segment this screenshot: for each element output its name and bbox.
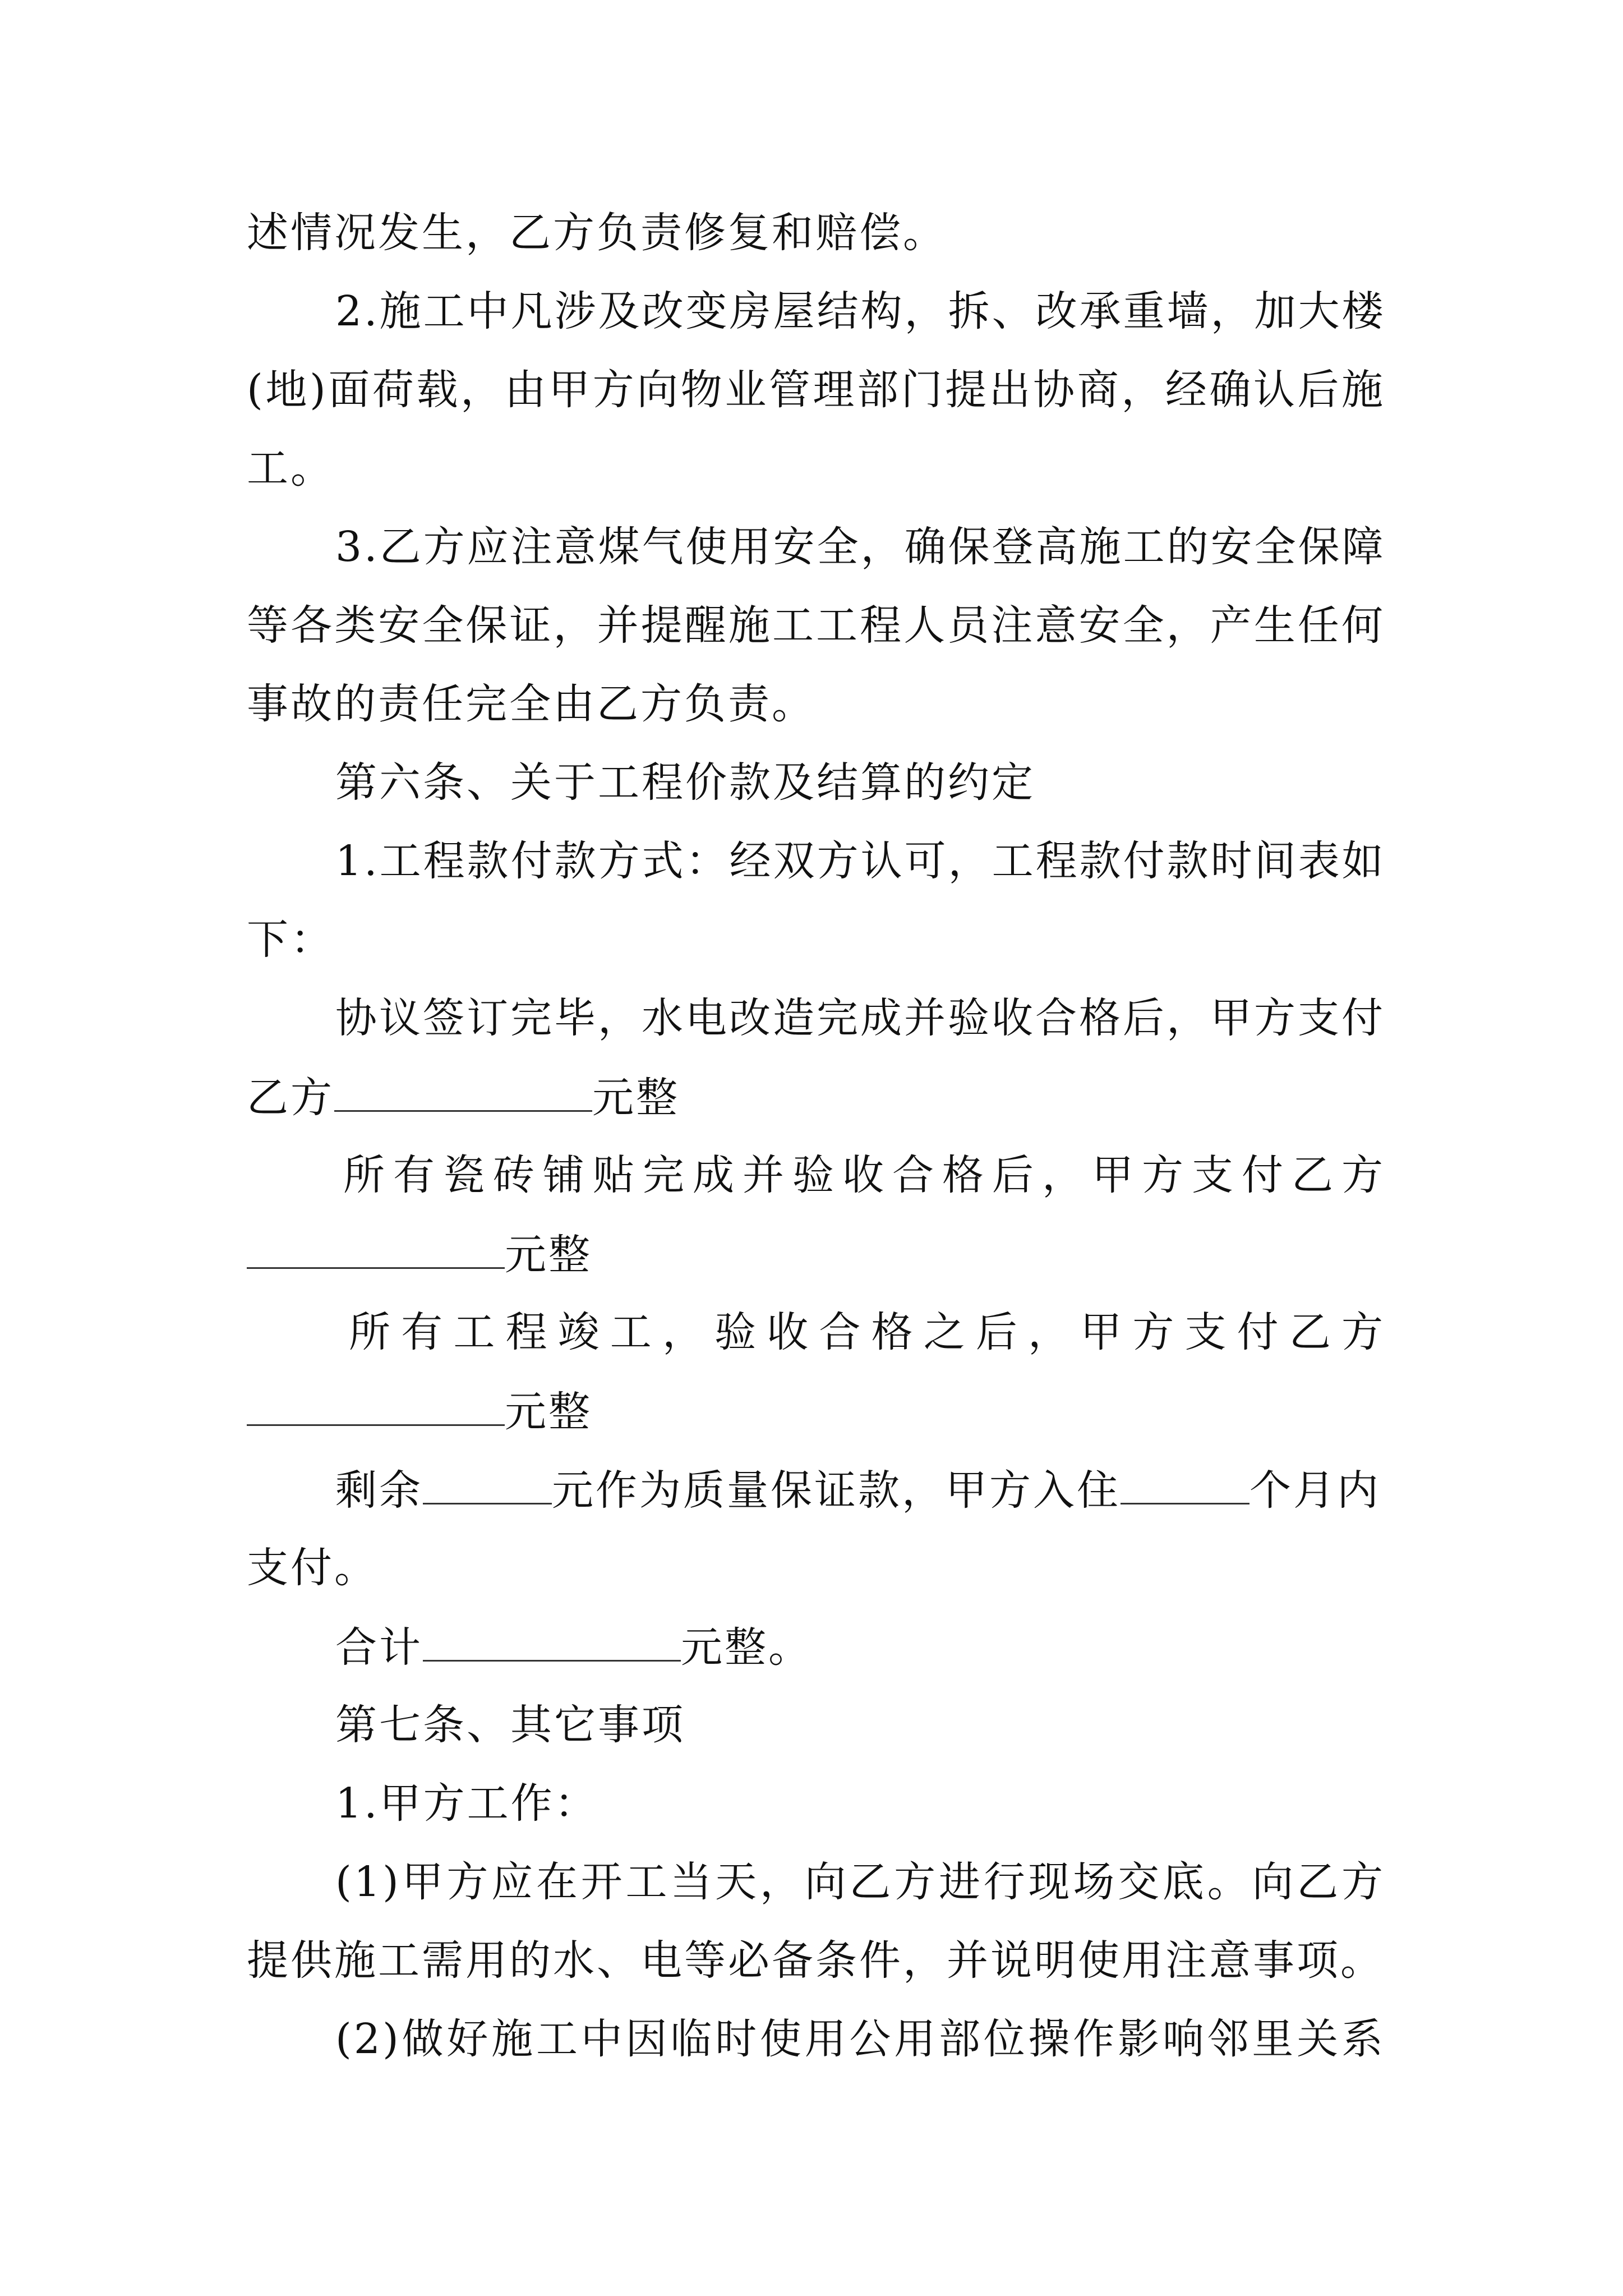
text-line: 所有工程竣工，验收合格之后，甲方支付乙方 xyxy=(349,1308,1385,1356)
text-line: (地)面荷载，由甲方向物业管理部门提出协商，经确认后施 xyxy=(247,366,1385,414)
text-line: 述情况发生，乙方负责修复和赔偿。 xyxy=(247,209,947,257)
line-suffix: 个月内 xyxy=(1249,1466,1381,1515)
line-suffix: 元整 xyxy=(505,1388,592,1436)
text-line: 提供施工需用的水、电等必备条件，并说明使用注意事项。 xyxy=(247,1936,1384,1985)
line-prefix: 剩余 xyxy=(335,1466,423,1515)
line-suffix: 元整 xyxy=(505,1231,592,1279)
text-line: 1.工程款付款方式：经双方认可，工程款付款时间表如 xyxy=(335,837,1386,885)
text-line: 等各类安全保证，并提醒施工工程人员注意安全，产生任何 xyxy=(247,601,1385,650)
amount-blank xyxy=(247,1383,505,1426)
amount-blank xyxy=(423,1461,552,1504)
line-prefix: 乙方 xyxy=(247,1074,334,1122)
text-line: 协议签订完毕，水电改造完成并验收合格后，甲方支付 xyxy=(335,994,1385,1042)
text-line xyxy=(247,1226,1385,1282)
text-line: 支付。 xyxy=(247,1544,378,1592)
text-line: 事故的责任完全由乙方负责。 xyxy=(247,680,815,728)
text-line: (2)做好施工中因临时使用公用部位操作影响邻里关系 xyxy=(335,2015,1385,2063)
section-heading: 第六条、关于工程价款及结算的约定 xyxy=(335,758,1035,807)
text-line: 所有瓷砖铺贴完成并验收合格后，甲方支付乙方 xyxy=(343,1151,1385,1199)
text-line: 下： xyxy=(247,915,334,964)
text-line: (1)甲方应在开工当天，向乙方进行现场交底。向乙方 xyxy=(335,1858,1385,1906)
line-suffix: 元整 xyxy=(592,1074,680,1122)
section-heading: 第七条、其它事项 xyxy=(335,1701,685,1749)
months-blank xyxy=(1121,1461,1249,1504)
text-line xyxy=(247,1383,1385,1439)
text-line xyxy=(335,1461,1385,1517)
text-line: 3.乙方应注意煤气使用安全，确保登高施工的安全保障 xyxy=(335,523,1386,571)
text-line xyxy=(247,1069,1385,1125)
text-line: 1.甲方工作： xyxy=(335,1779,598,1828)
amount-blank xyxy=(334,1069,592,1112)
total-blank xyxy=(423,1618,681,1662)
text-line xyxy=(335,1618,1385,1674)
line-middle: 元作为质量保证款，甲方入住 xyxy=(552,1466,1121,1515)
amount-blank xyxy=(247,1226,505,1269)
line-suffix: 元整。 xyxy=(681,1623,812,1672)
text-line: 工。 xyxy=(247,444,334,493)
text-line: 2.施工中凡涉及改变房屋结构，拆、改承重墙，加大楼 xyxy=(335,287,1386,335)
line-prefix: 合计 xyxy=(335,1623,423,1672)
